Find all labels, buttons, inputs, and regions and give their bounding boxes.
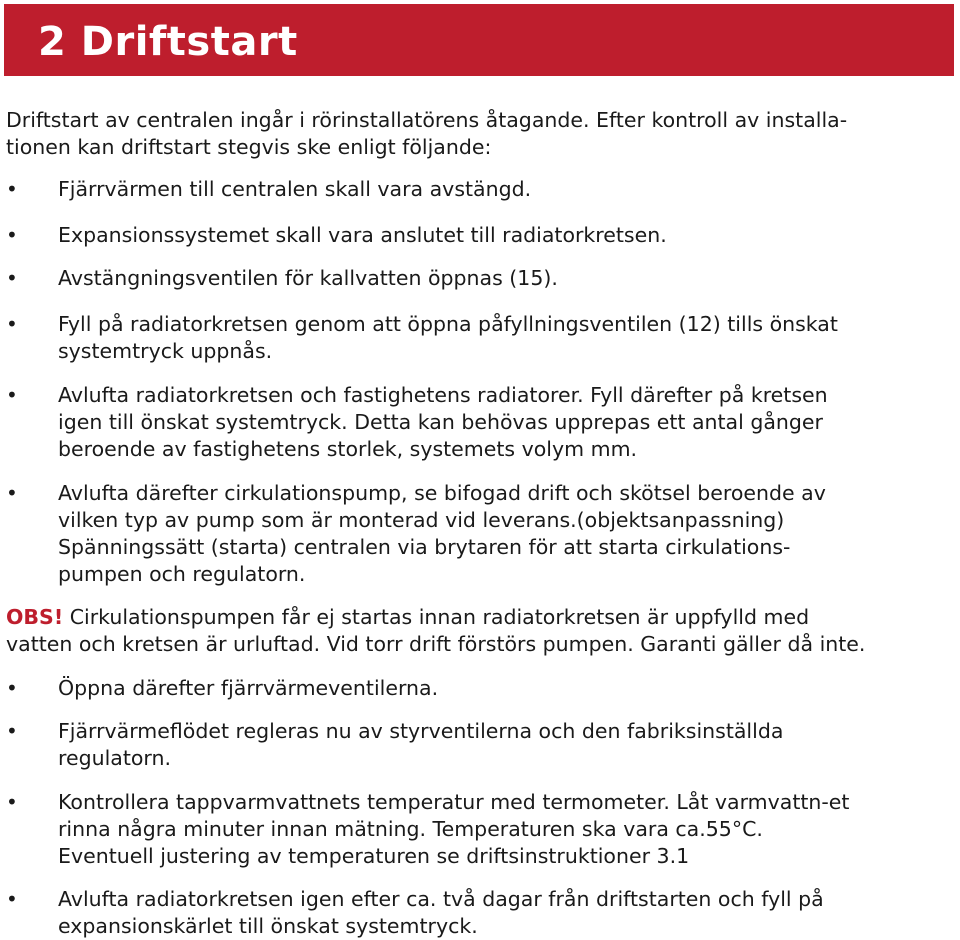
step-text: Öppna därefter fjärrvärmeventilerna.: [58, 676, 439, 700]
step-text: Spänningssätt (starta) centralen via brytaren för att starta cirkulations-: [58, 535, 791, 559]
bullet-marker: •: [6, 177, 18, 201]
bullet-marker: •: [6, 312, 18, 336]
list-item-step-4: [6, 311, 946, 365]
list-item-step-8: [6, 718, 946, 772]
list-item-step-2: [6, 222, 946, 249]
bullet-marker: •: [6, 481, 18, 505]
bullet-marker: •: [6, 223, 18, 247]
step-text: Avlufta därefter cirkulationspump, se bifogad drift och skötsel beroende av: [58, 481, 826, 505]
list-item-step-5: [6, 382, 946, 463]
obs-warning: [6, 604, 951, 658]
step-text: vilken typ av pump som är monterad vid leverans.(objektsanpassning): [58, 508, 785, 532]
intro-line: tionen kan driftstart stegvis ske enligt följande:: [6, 135, 492, 159]
step-text: Eventuell justering av temperaturen se driftsinstruktioner 3.1: [58, 844, 690, 868]
section-header-bar: [4, 4, 954, 76]
obs-text: vatten och kretsen är urluftad. Vid torr drift förstörs pumpen. Garanti gäller då inte.: [6, 632, 866, 656]
step-text: Fjärrvärmen till centralen skall vara avstängd.: [58, 177, 532, 201]
step-text: Avlufta radiatorkretsen och fastighetens radiatorer. Fyll därefter på kretsen: [58, 383, 828, 407]
bullet-marker: •: [6, 383, 18, 407]
step-text: Expansionssystemet skall vara anslutet till radiatorkretsen.: [58, 223, 667, 247]
list-item-step-1: [6, 176, 946, 203]
list-item-step-9: [6, 789, 946, 870]
step-text: Fjärrvärmeflödet regleras nu av styrventilerna och den fabriksinställda: [58, 719, 784, 743]
section-title: 2 Driftstart: [38, 19, 298, 65]
step-text: regulatorn.: [58, 746, 172, 770]
step-text: Avstängningsventilen för kallvatten öppnas (15).: [58, 266, 558, 290]
step-text: systemtryck uppnås.: [58, 339, 273, 363]
step-text: pumpen och regulatorn.: [58, 562, 306, 586]
step-text: Fyll på radiatorkretsen genom att öppna påfyllningsventilen (12) tills önskat: [58, 312, 838, 336]
list-item-step-3: [6, 265, 946, 292]
intro-paragraph: [6, 107, 946, 161]
bullet-marker: •: [6, 790, 18, 814]
bullet-marker: •: [6, 266, 18, 290]
intro-line: Driftstart av centralen ingår i rörinstallatörens åtagande. Efter kontroll av installa-: [6, 108, 848, 132]
step-text: Avlufta radiatorkretsen igen efter ca. två dagar från driftstarten och fyll på: [58, 887, 824, 911]
list-item-step-10: [6, 886, 946, 940]
obs-text: Cirkulationspumpen får ej startas innan radiatorkretsen är uppfylld med: [63, 605, 810, 629]
bullet-marker: •: [6, 719, 18, 743]
step-text: Kontrollera tappvarmvattnets temperatur med termometer. Låt varmvattn-et: [58, 790, 850, 814]
step-text: igen till önskat systemtryck. Detta kan behövas upprepas ett antal gånger: [58, 410, 823, 434]
obs-label: OBS!: [6, 605, 64, 629]
list-item-step-6: [6, 480, 946, 588]
list-item-step-7: [6, 675, 946, 702]
bullet-marker: •: [6, 676, 18, 700]
step-text: expansionskärlet till önskat systemtryck.: [58, 914, 478, 938]
step-text: beroende av fastighetens storlek, systemets volym mm.: [58, 437, 638, 461]
step-text: rinna några minuter innan mätning. Temperaturen ska vara ca.55°C.: [58, 817, 763, 841]
bullet-marker: •: [6, 887, 18, 911]
